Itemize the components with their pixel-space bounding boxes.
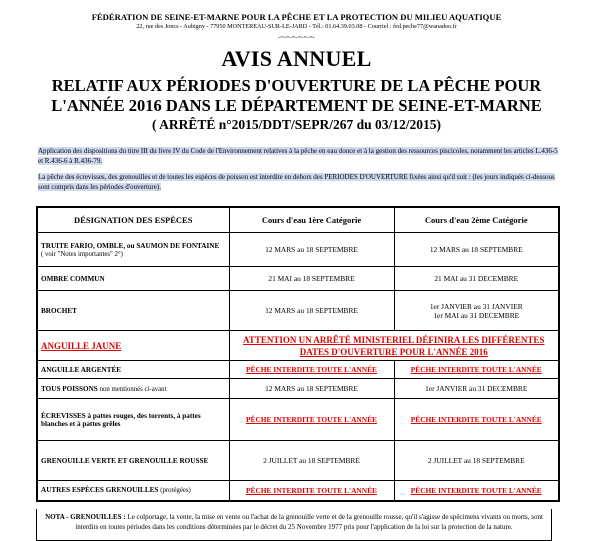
species-name: ÉCREVISSES à pattes rouges, des torrents, à pattes blanches et à pattes grêles <box>37 399 229 441</box>
intro-paragraph-1 <box>38 146 558 166</box>
species-name <box>37 481 229 501</box>
header-cat2: Cours d'eau 2ème Catégorie <box>394 207 559 233</box>
species-name <box>37 379 229 399</box>
species-note: non mentionnés ci-avant <box>99 385 167 393</box>
nota-label: NOTA - GRENOUILLES : <box>45 513 126 521</box>
table-row <box>37 481 559 501</box>
header-cat1: Cours d'eau 1ère Catégorie <box>229 207 394 233</box>
period-cat1: PÊCHE INTERDITE TOUTE L'ANNÉE <box>229 361 394 379</box>
table-row <box>37 233 559 267</box>
table-row <box>37 399 559 441</box>
table-row <box>37 291 559 331</box>
species-label: AUTRES ESPÈCES GRENOUILLES <box>41 486 159 495</box>
species-name <box>37 331 229 361</box>
species-name: ANGUILLE ARGENTÉE <box>37 361 229 379</box>
period-cat2: 2 JUILLET au 18 SEPTEMBRE <box>394 441 559 481</box>
period-cat1: 12 MARS au 18 SEPTEMBRE <box>229 291 394 331</box>
intro-text-2: La pêche des écrevisses, des grenouilles et de toutes les espèces de poisson est interdite en dehors des PERIODES D'OUVERTURE fixées ainsi qu'il suit : (les jours indiqués ci-dessous sont compris dans les périodes d'ouverture). <box>38 173 555 191</box>
table-row <box>37 379 559 399</box>
merged-warning <box>229 331 559 361</box>
period-cat2: 1er JANVIER au 31 DECEMBRE <box>394 379 559 399</box>
separator: -=-=-=-=-=-=- <box>277 34 316 41</box>
table-row <box>37 441 559 481</box>
species-name: GRENOUILLE VERTE ET GRENOUILLE ROUSSE <box>37 441 229 481</box>
period-cat1: 12 MARS au 18 SEPTEMBRE <box>229 379 394 399</box>
species-name <box>37 233 229 267</box>
arrete-reference: ( ARRÊTÉ n°2015/DDT/SEPR/267 du 03/12/2015) <box>152 117 441 132</box>
intro-paragraph-2 <box>38 172 558 192</box>
address: 22, rue des Joncs - Aubigny - 77950 MONTEREAU-SUR-LE-JARD - Tél.: 01.64.39.03.08 - Courriel : fed.peche77@wanadoo.fr <box>136 23 457 30</box>
table-row <box>37 361 559 379</box>
period-cat1: 12 MARS au 18 SEPTEMBRE <box>229 233 394 267</box>
period-cat1: PÊCHE INTERDITE TOUTE L'ANNÉE <box>229 399 394 441</box>
species-label: TRUITE FARIO, OMBLE, ou SAUMON DE FONTAINE <box>41 241 220 250</box>
species-note: (protégées) <box>160 487 191 495</box>
period-cat2: PÊCHE INTERDITE TOUTE L'ANNÉE <box>394 399 559 441</box>
species-label-warning: ANGUILLE JAUNE <box>41 340 122 351</box>
period-cat2 <box>394 291 559 331</box>
warning-text: ATTENTION UN ARRÊTÉ MINISTERIEL DÉFINIRA LES DIFFÉRENTES DATES D'OUVERTURE POUR L'ANNÉE 2016 <box>243 334 545 357</box>
header-species: DÉSIGNATION DES ESPÈCES <box>37 207 229 233</box>
period-cat1: 2 JUILLET au 18 SEPTEMBRE <box>229 441 394 481</box>
period-cat2: 12 MARS au 18 SEPTEMBRE <box>394 233 559 267</box>
species-note: ( voir "Notes importantes" 2°) <box>41 250 123 258</box>
page-title: AVIS ANNUEL <box>221 46 372 71</box>
period-line-2: 1er MAI au 31 DECEMBRE <box>433 310 520 320</box>
federation-name: FÉDÉRATION DE SEINE-ET-MARNE POUR LA PÊCHE ET LA PROTECTION DU MILIEU AQUATIQUE <box>91 12 502 22</box>
table-row <box>37 267 559 291</box>
opening-periods-table <box>36 206 560 502</box>
nota-grenouilles <box>36 509 552 541</box>
period-cat2: PÊCHE INTERDITE TOUTE L'ANNÉE <box>394 481 559 501</box>
period-cat2: 21 MAI au 31 DECEMBRE <box>394 267 559 291</box>
period-line-1: 1er JANVIER au 31 JANVIER <box>429 301 523 311</box>
subtitle-line-2: L'ANNÉE 2016 DANS LE DÉPARTEMENT DE SEINE-ET-MARNE <box>51 96 542 115</box>
subtitle-line-1: RELATIF AUX PÉRIODES D'OUVERTURE DE LA PÊCHE POUR <box>51 76 542 95</box>
species-name: BROCHET <box>37 291 229 331</box>
period-cat1: 21 MAI au 18 SEPTEMBRE <box>229 267 394 291</box>
table-row <box>37 331 559 361</box>
period-cat2: PÊCHE INTERDITE TOUTE L'ANNÉE <box>394 361 559 379</box>
species-label: TOUS POISSONS <box>41 384 98 393</box>
table-header-row <box>37 207 559 233</box>
nota-text: Le colportage, la vente, la mise en vente ou l'achat de la grenouille verte et de la grenouille rousse, qu'il s'agisse de spécimens vivants ou morts, sont interdits en toutes périodes dans les conditions déterminées par le décret du 25 Novembre 1977 pris pour l'application de la loi sur la protection de la nature. <box>75 513 543 531</box>
species-name: OMBRE COMMUN <box>37 267 229 291</box>
period-cat1: PÊCHE INTERDITE TOUTE L'ANNÉE <box>229 481 394 501</box>
intro-text-1: Application des dispositions du titre III du livre IV du Code de l'Environnement relatives à la pêche en eau douce et à la gestion des ressources piscicoles, notamment les articles L.436-5 et R.436-6 à R.436-79. <box>38 147 558 165</box>
